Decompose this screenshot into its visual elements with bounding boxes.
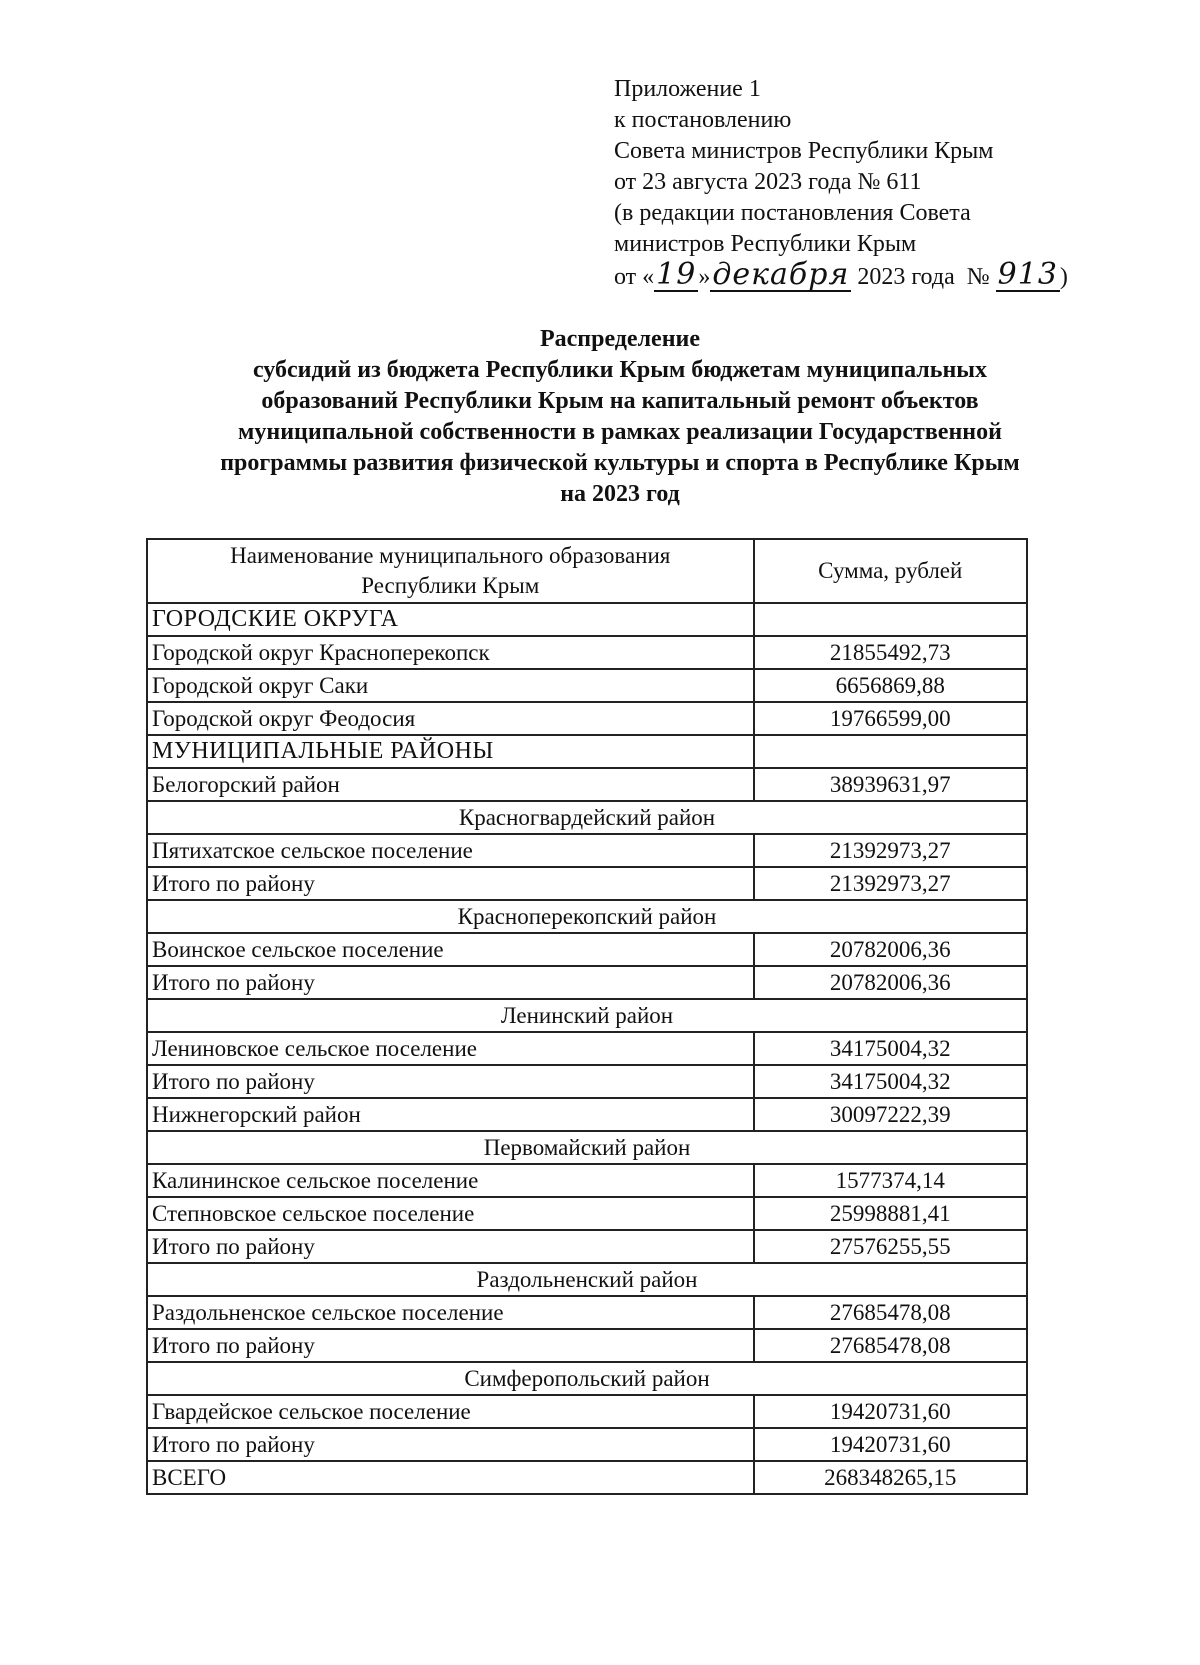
- row-name: Городской округ Красноперекопск: [147, 636, 754, 669]
- appendix-date-line: [614, 257, 1068, 293]
- row-sum: 30097222,39: [754, 1098, 1027, 1131]
- appendix-line: (в редакции постановления Совета: [614, 200, 971, 226]
- table-row: [147, 1428, 1027, 1461]
- title-line: программы развития физической культуры и спорта в Республике Крым: [220, 450, 1020, 476]
- header-name: [147, 539, 754, 603]
- date-quote-close: »: [698, 264, 711, 290]
- row-sum: 27576255,55: [754, 1230, 1027, 1263]
- row-sum: 20782006,36: [754, 933, 1027, 966]
- row-sum: [754, 735, 1027, 768]
- row-name: Белогорский район: [147, 768, 754, 801]
- appendix-line: от 23 августа 2023 года № 611: [614, 169, 922, 195]
- table-row: [147, 1395, 1027, 1428]
- table-row: [147, 1230, 1027, 1263]
- table-row: [147, 834, 1027, 867]
- table-row: [147, 702, 1027, 735]
- row-name: Нижнегорский район: [147, 1098, 754, 1131]
- row-sum: 27685478,08: [754, 1329, 1027, 1362]
- table-body: [147, 603, 1027, 1494]
- table-row: [147, 966, 1027, 999]
- table-row: [147, 1098, 1027, 1131]
- table-row: [147, 801, 1027, 834]
- table-row: [147, 1362, 1027, 1395]
- table-row: [147, 1131, 1027, 1164]
- header-name-line: Наименование муниципального образования: [230, 543, 671, 568]
- table-row: [147, 1164, 1027, 1197]
- distribution-table: [146, 538, 1028, 1495]
- district-heading: Красноперекопский район: [147, 900, 1027, 933]
- handwritten-day: 19: [656, 257, 697, 292]
- row-name: Итого по району: [147, 1065, 754, 1098]
- title-line: на 2023 год: [560, 481, 680, 507]
- row-sum: 34175004,32: [754, 1032, 1027, 1065]
- table-row: [147, 603, 1027, 636]
- row-sum: 21855492,73: [754, 636, 1027, 669]
- row-name: Итого по району: [147, 1230, 754, 1263]
- number-label: №: [966, 264, 990, 290]
- row-name: Воинское сельское поселение: [147, 933, 754, 966]
- appendix-block: [614, 74, 1068, 293]
- row-sum: 25998881,41: [754, 1197, 1027, 1230]
- header-name-line: Республики Крым: [361, 573, 540, 598]
- row-name: Лениновское сельское поселение: [147, 1032, 754, 1065]
- row-sum: 19420731,60: [754, 1428, 1027, 1461]
- date-prefix: от «: [614, 264, 655, 290]
- table-row: [147, 1296, 1027, 1329]
- table-row: [147, 768, 1027, 801]
- table-row: [147, 867, 1027, 900]
- title-line: образований Республики Крым на капитальный ремонт объектов: [261, 388, 979, 414]
- district-heading: Красногвардейский район: [147, 801, 1027, 834]
- district-heading: Раздольненский район: [147, 1263, 1027, 1296]
- date-year: 2023 года: [857, 264, 955, 290]
- table-row: [147, 1032, 1027, 1065]
- row-sum: 21392973,27: [754, 834, 1027, 867]
- row-name: Степновское сельское поселение: [147, 1197, 754, 1230]
- appendix-line: Приложение 1: [614, 76, 761, 102]
- district-heading: Первомайский район: [147, 1131, 1027, 1164]
- table-row: [147, 900, 1027, 933]
- row-sum: 38939631,97: [754, 768, 1027, 801]
- row-name: ВСЕГО: [147, 1461, 754, 1494]
- row-name: Итого по району: [147, 1428, 754, 1461]
- row-sum: 19420731,60: [754, 1395, 1027, 1428]
- section-heading: МУНИЦИПАЛЬНЫЕ РАЙОНЫ: [147, 735, 754, 768]
- row-sum: 21392973,27: [754, 867, 1027, 900]
- table-row: [147, 999, 1027, 1032]
- table-row: [147, 933, 1027, 966]
- district-heading: Ленинский район: [147, 999, 1027, 1032]
- header-sum: Сумма, рублей: [754, 539, 1027, 603]
- row-sum: 27685478,08: [754, 1296, 1027, 1329]
- row-sum: 19766599,00: [754, 702, 1027, 735]
- row-sum: 20782006,36: [754, 966, 1027, 999]
- section-heading: ГОРОДСКИЕ ОКРУГА: [147, 603, 754, 636]
- table-row: [147, 1065, 1027, 1098]
- table-row: [147, 1263, 1027, 1296]
- date-close: ): [1059, 264, 1068, 290]
- row-sum: 268348265,15: [754, 1461, 1027, 1494]
- handwritten-month: декабря: [712, 257, 850, 292]
- row-name: Итого по району: [147, 966, 754, 999]
- district-heading: Симферопольский район: [147, 1362, 1027, 1395]
- row-name: Раздольненское сельское поселение: [147, 1296, 754, 1329]
- handwritten-number: 913: [997, 257, 1058, 292]
- document-title: [150, 324, 1090, 510]
- row-sum: 34175004,32: [754, 1065, 1027, 1098]
- row-name: Городской округ Феодосия: [147, 702, 754, 735]
- table-row: [147, 669, 1027, 702]
- row-sum: [754, 603, 1027, 636]
- row-name: Гвардейское сельское поселение: [147, 1395, 754, 1428]
- table-row: [147, 1197, 1027, 1230]
- table-row: [147, 636, 1027, 669]
- title-line: субсидий из бюджета Республики Крым бюджетам муниципальных: [252, 357, 988, 383]
- table-row: [147, 1329, 1027, 1362]
- table-row: [147, 735, 1027, 768]
- table-row: [147, 1461, 1027, 1494]
- row-name: Городской округ Саки: [147, 669, 754, 702]
- row-name: Итого по району: [147, 1329, 754, 1362]
- row-sum: 6656869,88: [754, 669, 1027, 702]
- row-name: Калининское сельское поселение: [147, 1164, 754, 1197]
- appendix-line: Совета министров Республики Крым: [614, 138, 994, 164]
- row-sum: 1577374,14: [754, 1164, 1027, 1197]
- row-name: Пятихатское сельское поселение: [147, 834, 754, 867]
- appendix-line: министров Республики Крым: [614, 231, 917, 257]
- table-header-row: [147, 539, 1027, 603]
- row-name: Итого по району: [147, 867, 754, 900]
- title-line: муниципальной собственности в рамках реализации Государственной: [238, 419, 1002, 445]
- title-line: Распределение: [539, 326, 701, 352]
- appendix-line: к постановлению: [614, 107, 792, 133]
